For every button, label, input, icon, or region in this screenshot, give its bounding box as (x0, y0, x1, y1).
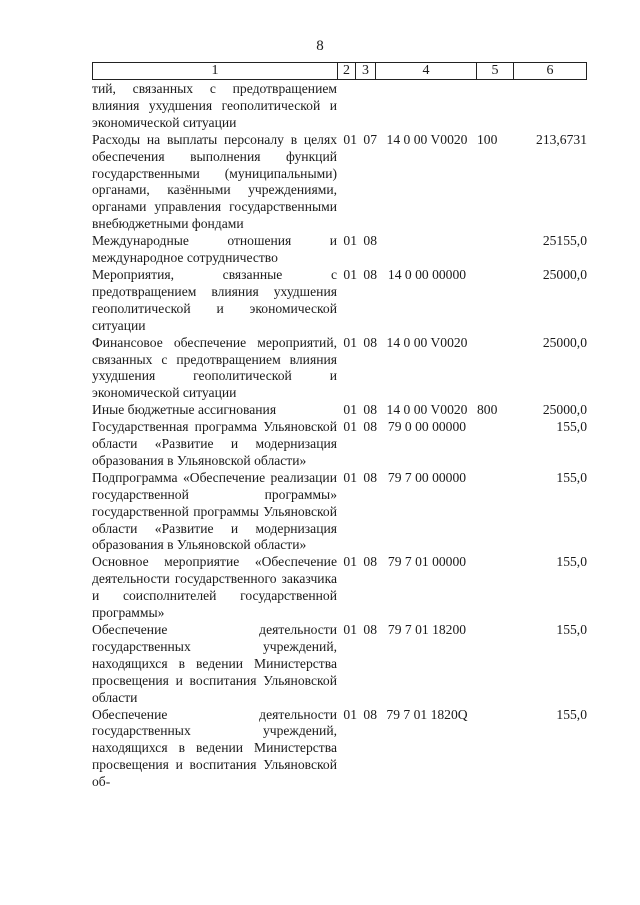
table-row (92, 419, 587, 470)
row-name: Мероприятия, связанные с предотвращением влияния ухудшения геополитической и экономической ситуации (92, 266, 337, 333)
header-col-4: 4 (376, 63, 477, 79)
row-col-5 (477, 335, 513, 403)
header-col-5: 5 (477, 63, 514, 79)
header-col-2: 2 (338, 63, 356, 79)
header-col-3: 3 (356, 63, 376, 79)
row-col-3: 08 (363, 402, 377, 418)
row-col-4: 14 0 00 V0020 (386, 334, 468, 350)
row-name: Расходы на выплаты персоналу в целях обеспечения выполнения функций государственными (муниципальными) органами, казёнными учреждениями, органами управления государственными внебюджетными фондами (92, 131, 337, 232)
row-col-3: 08 (363, 419, 377, 435)
row-col-6 (513, 81, 587, 132)
row-col-3: 08 (363, 266, 377, 282)
table-row (92, 554, 587, 622)
row-col-3: 08 (363, 469, 377, 485)
row-col-6: 155,0 (556, 469, 587, 485)
row-col-6: 25000,0 (542, 402, 587, 418)
table-row (92, 132, 587, 233)
row-col-2: 01 (343, 554, 357, 570)
table-row (92, 470, 587, 555)
table-row (92, 233, 587, 267)
row-col-2 (337, 81, 357, 132)
row-col-5 (477, 622, 513, 707)
row-col-3: 08 (363, 622, 377, 637)
row-name: Основное мероприятие «Обеспечение деятельности государственного заказчика и соисполнителей государственной программы» (92, 554, 337, 621)
row-name: тий, связанных с предотвращением влияния ухудшения геополитической и экономической ситуации (92, 81, 337, 130)
row-col-6: 25155,0 (542, 233, 587, 249)
table-row (92, 267, 587, 335)
row-name: Обеспечение деятельности государственных учреждений, находящихся в ведении Министерства просвещения и воспитания Ульяновской области (92, 622, 337, 705)
row-col-2: 01 (343, 266, 357, 282)
table-row (92, 707, 587, 792)
row-col-5 (477, 419, 513, 470)
table-row (92, 402, 587, 419)
page-number: 8 (316, 38, 324, 54)
row-col-4: 79 7 01 18200 (387, 622, 467, 637)
row-col-6: 155,0 (556, 419, 587, 435)
row-col-2: 01 (343, 622, 357, 637)
budget-table (92, 81, 587, 791)
row-col-4: 79 0 00 00000 (387, 419, 467, 435)
row-col-2: 01 (343, 469, 357, 485)
row-col-2: 01 (343, 402, 357, 418)
row-col-5 (477, 707, 513, 792)
row-name: Международные отношения и международное сотрудничество (92, 233, 337, 266)
row-col-4: 79 7 00 00000 (387, 469, 467, 485)
row-col-3: 08 (363, 233, 377, 249)
row-col-6: 213,6731 (536, 131, 587, 147)
row-col-4: 79 7 01 00000 (387, 554, 467, 570)
row-col-2: 01 (343, 233, 357, 249)
row-col-2: 01 (343, 131, 357, 147)
row-col-5: 100 (477, 131, 498, 147)
row-col-2: 01 (343, 419, 357, 435)
header-col-6: 6 (546, 63, 554, 78)
row-col-4: 14 0 00 V0020 (386, 402, 468, 418)
row-col-4 (377, 233, 477, 267)
row-name: Финансовое обеспечение мероприятий, связанных с предотвращением влияния ухудшения геополитической и экономической ситуации (92, 334, 337, 401)
row-name: Иные бюджетные ассигнования (92, 402, 277, 418)
row-col-5 (477, 554, 513, 622)
row-col-4: 79 7 01 1820Q (386, 706, 468, 722)
row-col-6: 25000,0 (542, 266, 587, 282)
table-row (92, 622, 587, 707)
row-col-2: 01 (343, 334, 357, 350)
row-col-6: 25000,0 (542, 334, 587, 350)
table-row (92, 81, 587, 132)
row-col-3: 08 (363, 706, 377, 722)
table-row (92, 335, 587, 403)
row-col-3 (357, 81, 377, 132)
table-header (92, 62, 587, 80)
row-col-5: 800 (477, 402, 498, 418)
row-col-6: 155,0 (556, 706, 587, 722)
row-col-4: 14 0 00 00000 (387, 266, 467, 282)
row-col-3: 08 (363, 554, 377, 570)
row-col-5 (477, 233, 513, 267)
row-col-5 (477, 81, 513, 132)
row-name: Обеспечение деятельности государственных учреждений, находящихся в ведении Министерства просвещения и воспитания Ульяновской об- (92, 706, 337, 790)
row-name: Государственная программа Ульяновской области «Развитие и модернизация образования в Ульяновской области» (92, 419, 337, 468)
row-col-4: 14 0 00 V0020 (386, 131, 468, 147)
row-col-6: 155,0 (556, 554, 587, 570)
row-col-3: 08 (363, 334, 377, 350)
row-col-4 (377, 81, 477, 132)
row-col-2: 01 (343, 706, 357, 722)
row-col-6: 155,0 (556, 622, 587, 637)
row-col-5 (477, 267, 513, 335)
header-col-1: 1 (93, 63, 338, 79)
row-name: Подпрограмма «Обеспечение реализации государственной программы» государственной программы Ульяновской области «Развитие и модернизация образования в Ульяновской области» (92, 469, 337, 553)
row-col-5 (477, 470, 513, 555)
row-col-3: 07 (363, 131, 377, 147)
